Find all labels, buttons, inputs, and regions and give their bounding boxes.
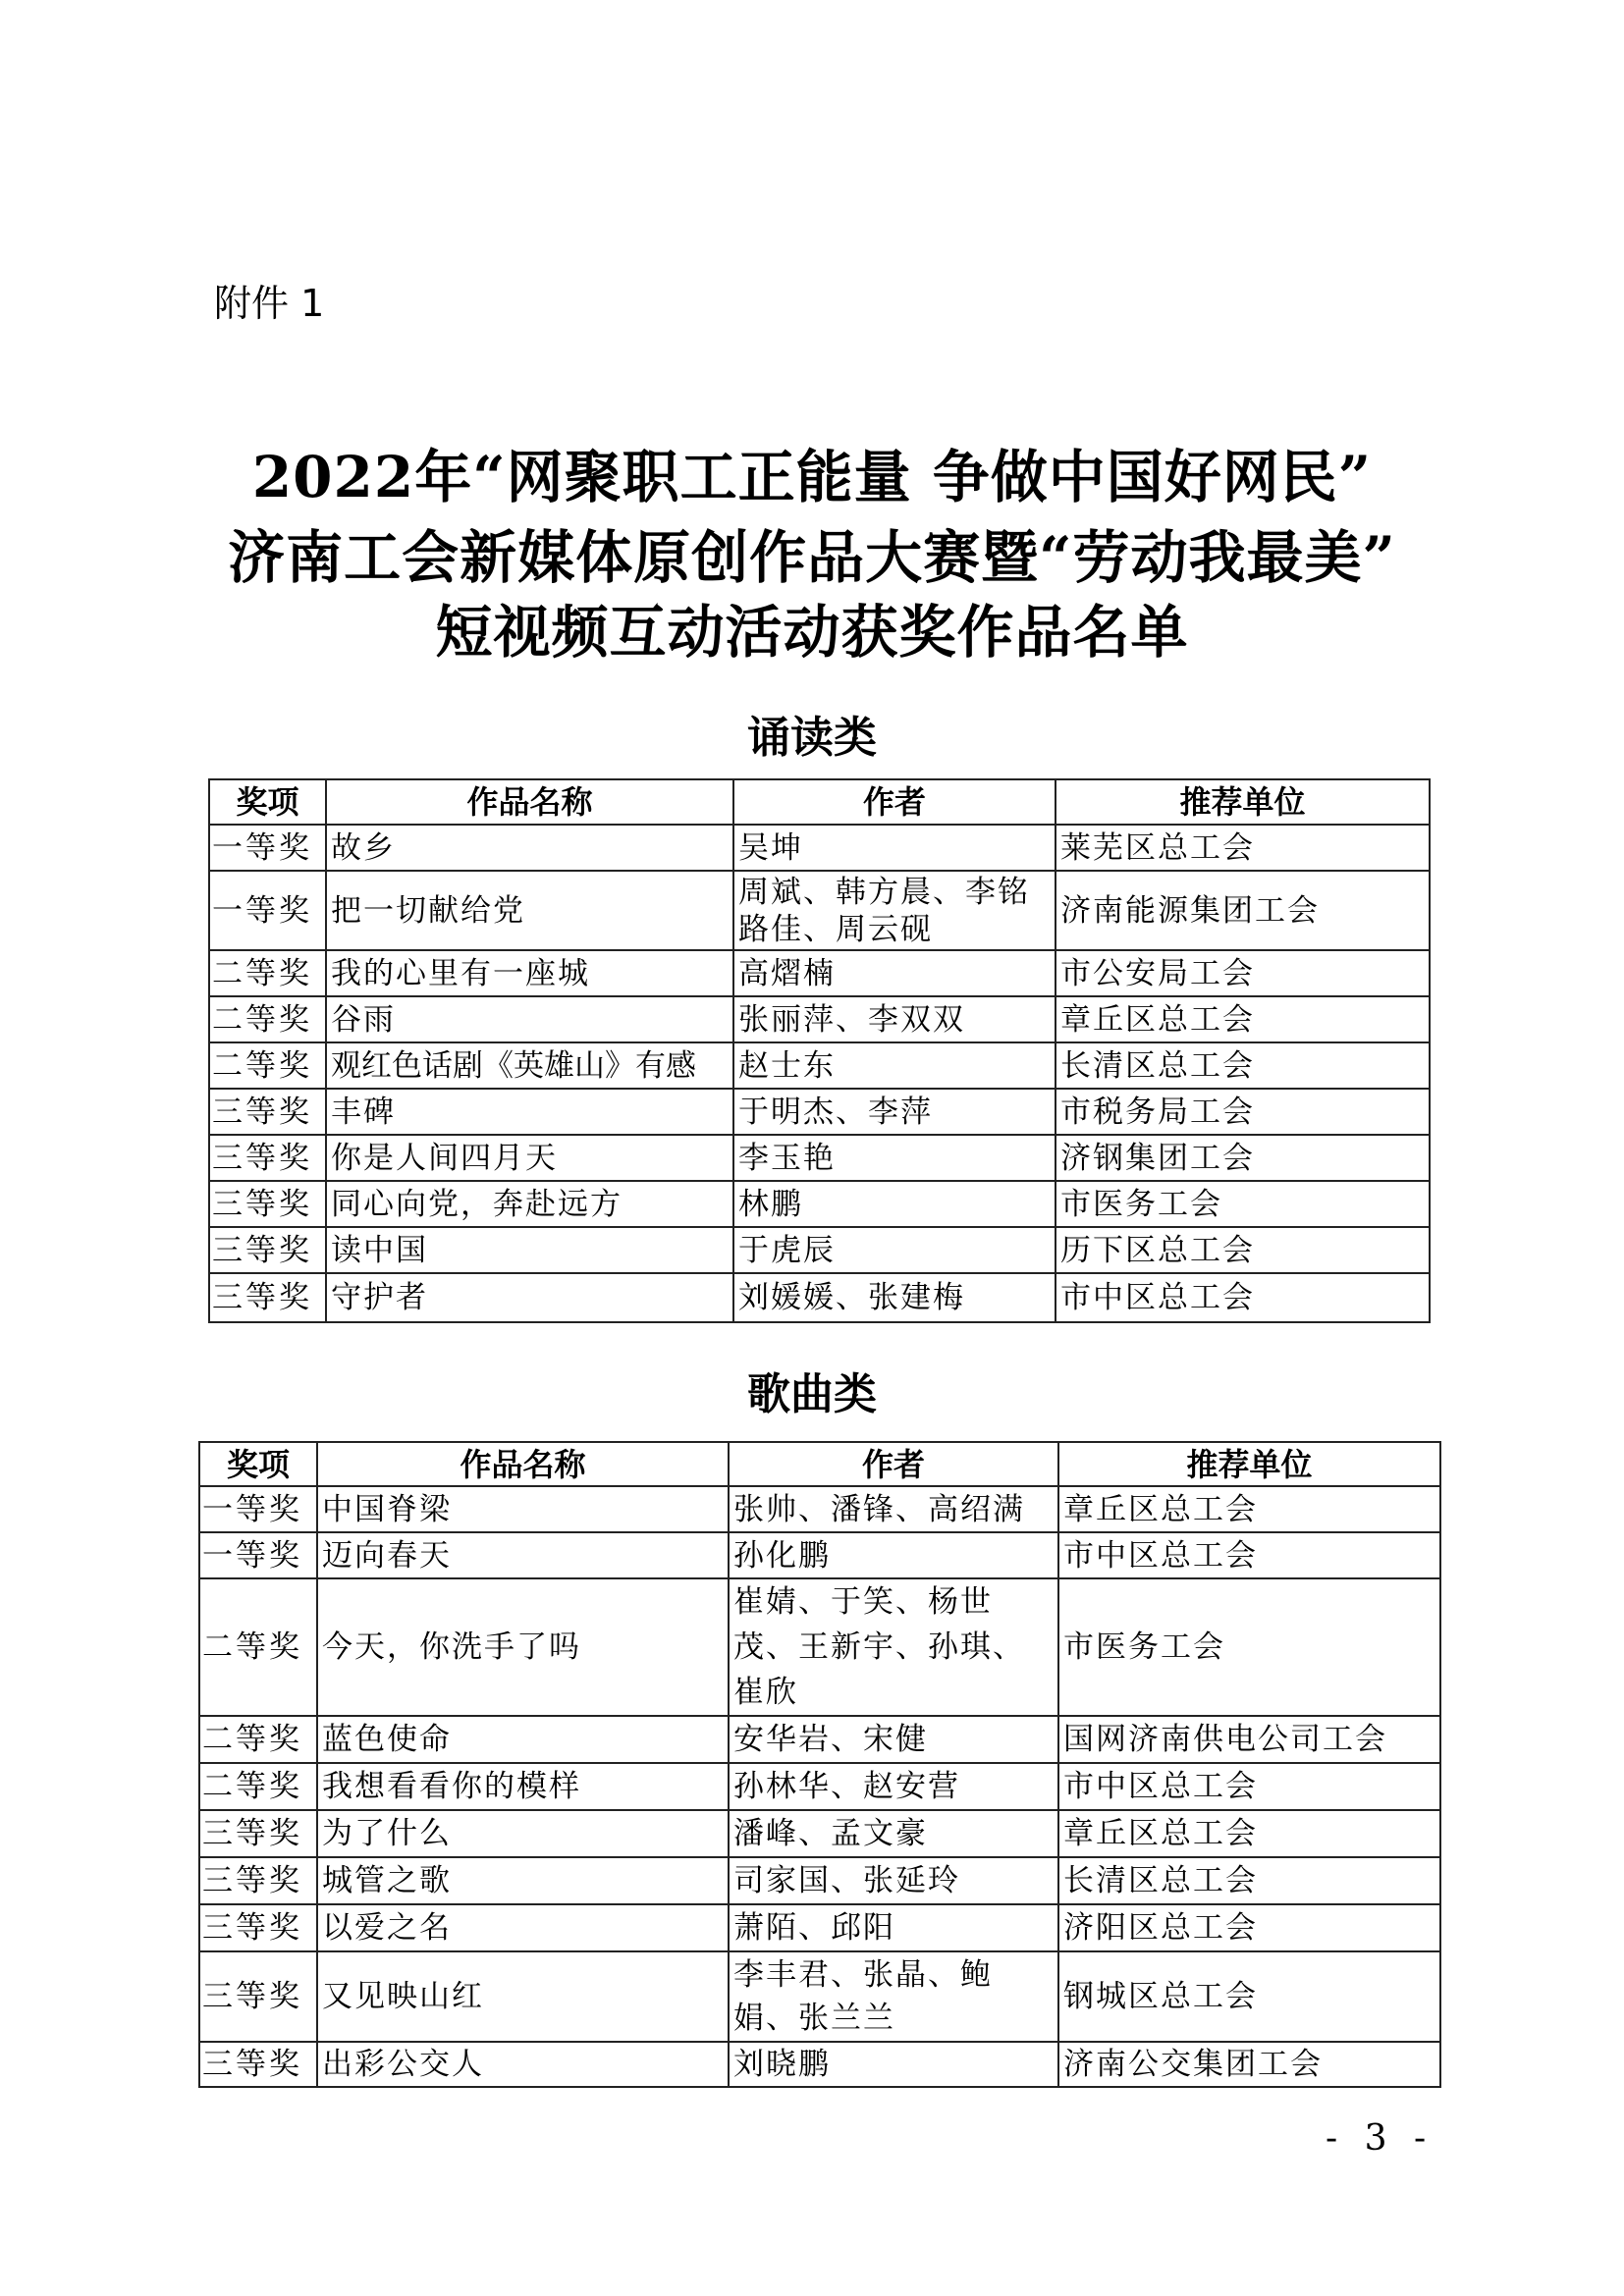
- work-cell: 读中国: [326, 1227, 733, 1273]
- unit-cell: 市医务工会: [1058, 1578, 1440, 1716]
- author-cell: 孙林华、赵安营: [729, 1763, 1058, 1810]
- unit-cell: 济钢集团工会: [1056, 1135, 1430, 1181]
- author-cell: 于明杰、李萍: [733, 1089, 1056, 1135]
- award-cell: 三等奖: [199, 2042, 317, 2087]
- award-cell: 一等奖: [209, 871, 326, 950]
- author-cell: 于虎辰: [733, 1227, 1056, 1273]
- unit-cell: 长清区总工会: [1056, 1042, 1430, 1089]
- unit-cell: 市税务局工会: [1056, 1089, 1430, 1135]
- table-row: [199, 1810, 1440, 1857]
- work-cell: 迈向春天: [317, 1532, 729, 1578]
- table-header-row: [209, 779, 1430, 825]
- table-row: [209, 1181, 1430, 1227]
- unit-cell: 历下区总工会: [1056, 1227, 1430, 1273]
- unit-cell: 国网济南供电公司工会: [1058, 1716, 1440, 1763]
- table-header-row: [199, 1442, 1440, 1486]
- column-header-unit: 推荐单位: [1058, 1442, 1440, 1486]
- unit-cell: 市公安局工会: [1056, 950, 1430, 996]
- work-cell: 观红色话剧《英雄山》有感: [326, 1042, 733, 1089]
- column-header-award: 奖项: [209, 779, 326, 825]
- work-cell: 故乡: [326, 825, 733, 871]
- unit-cell: 章丘区总工会: [1058, 1810, 1440, 1857]
- unit-cell: 济阳区总工会: [1058, 1904, 1440, 1951]
- author-cell: 萧陌、邱阳: [729, 1904, 1058, 1951]
- work-cell: 为了什么: [317, 1810, 729, 1857]
- section-heading-songs: 歌曲类: [747, 1369, 877, 1419]
- award-cell: 三等奖: [199, 1904, 317, 1951]
- work-cell: 守护者: [326, 1273, 733, 1322]
- title-line-1: 2022年“网聚职工正能量 争做中国好网民”: [251, 444, 1373, 510]
- award-cell: 三等奖: [209, 1227, 326, 1273]
- award-cell: 三等奖: [209, 1135, 326, 1181]
- table-row: [199, 1578, 1440, 1716]
- work-cell: 中国脊梁: [317, 1486, 729, 1532]
- table-row: [209, 1135, 1430, 1181]
- column-header-author: 作者: [729, 1442, 1058, 1486]
- table-row: [209, 825, 1430, 871]
- author-cell: 林鹏: [733, 1181, 1056, 1227]
- work-cell: 丰碑: [326, 1089, 733, 1135]
- unit-cell: 济南公交集团工会: [1058, 2042, 1440, 2087]
- work-cell: 今天，你洗手了吗: [317, 1578, 729, 1716]
- table-row: [199, 1904, 1440, 1951]
- table-row: [209, 1042, 1430, 1089]
- award-cell: 三等奖: [209, 1273, 326, 1322]
- work-cell: 我想看看你的模样: [317, 1763, 729, 1810]
- work-cell: 谷雨: [326, 996, 733, 1042]
- author-cell: 吴坤: [733, 825, 1056, 871]
- unit-cell: 市医务工会: [1056, 1181, 1430, 1227]
- award-cell: 二等奖: [199, 1716, 317, 1763]
- award-cell: 二等奖: [209, 996, 326, 1042]
- author-cell: 崔婧、于笑、杨世茂、王新宇、孙琪、崔欣: [729, 1578, 1058, 1716]
- table-row: [199, 1763, 1440, 1810]
- songs-table: [198, 1441, 1441, 2088]
- award-cell: 二等奖: [199, 1578, 317, 1716]
- unit-cell: 济南能源集团工会: [1056, 871, 1430, 950]
- table-row: [199, 1486, 1440, 1532]
- title-line-2: 济南工会新媒体原创作品大赛暨“劳动我最美”: [228, 524, 1396, 591]
- author-cell: 张帅、潘锋、高绍满: [729, 1486, 1058, 1532]
- table-row: [209, 996, 1430, 1042]
- author-cell: 刘晓鹏: [729, 2042, 1058, 2087]
- work-cell: 同心向党，奔赴远方: [326, 1181, 733, 1227]
- work-cell: 城管之歌: [317, 1857, 729, 1904]
- work-cell: 出彩公交人: [317, 2042, 729, 2087]
- table-row: [199, 1857, 1440, 1904]
- award-cell: 三等奖: [209, 1089, 326, 1135]
- author-cell: 安华岩、宋健: [729, 1716, 1058, 1763]
- unit-cell: 市中区总工会: [1058, 1763, 1440, 1810]
- award-cell: 二等奖: [199, 1763, 317, 1810]
- table-row: [209, 871, 1430, 950]
- table-row: [209, 1089, 1430, 1135]
- unit-cell: 市中区总工会: [1056, 1273, 1430, 1322]
- work-cell: 又见映山红: [317, 1951, 729, 2042]
- column-header-author: 作者: [733, 779, 1056, 825]
- author-cell: 李丰君、张晶、鲍娟、张兰兰: [729, 1951, 1058, 2042]
- author-cell: 潘峰、孟文豪: [729, 1810, 1058, 1857]
- work-cell: 蓝色使命: [317, 1716, 729, 1763]
- award-cell: 三等奖: [199, 1951, 317, 2042]
- award-cell: 二等奖: [209, 1042, 326, 1089]
- table-row: [209, 1273, 1430, 1322]
- author-cell: 高熠楠: [733, 950, 1056, 996]
- unit-cell: 章丘区总工会: [1058, 1486, 1440, 1532]
- award-cell: 一等奖: [199, 1532, 317, 1578]
- author-cell: 孙化鹏: [729, 1532, 1058, 1578]
- column-header-unit: 推荐单位: [1056, 779, 1430, 825]
- section-heading-recitation: 诵读类: [747, 713, 877, 763]
- title-line-3: 短视频互动活动获奖作品名单: [435, 599, 1189, 666]
- unit-cell: 莱芜区总工会: [1056, 825, 1430, 871]
- table-row: [199, 1532, 1440, 1578]
- table-row: [199, 1716, 1440, 1763]
- author-cell: 周斌、韩方晨、李铭路佳、周云砚: [733, 871, 1056, 950]
- page-number: - 3 -: [1326, 2118, 1435, 2159]
- unit-cell: 章丘区总工会: [1056, 996, 1430, 1042]
- award-cell: 二等奖: [209, 950, 326, 996]
- author-cell: 赵士东: [733, 1042, 1056, 1089]
- unit-cell: 长清区总工会: [1058, 1857, 1440, 1904]
- award-cell: 三等奖: [199, 1810, 317, 1857]
- award-cell: 三等奖: [199, 1857, 317, 1904]
- work-cell: 把一切献给党: [326, 871, 733, 950]
- attachment-label: 附件 1: [214, 282, 325, 325]
- column-header-work: 作品名称: [317, 1442, 729, 1486]
- column-header-work: 作品名称: [326, 779, 733, 825]
- author-cell: 司家国、张延玲: [729, 1857, 1058, 1904]
- award-cell: 一等奖: [199, 1486, 317, 1532]
- author-cell: 张丽萍、李双双: [733, 996, 1056, 1042]
- award-cell: 三等奖: [209, 1181, 326, 1227]
- unit-cell: 市中区总工会: [1058, 1532, 1440, 1578]
- author-cell: 刘媛媛、张建梅: [733, 1273, 1056, 1322]
- table-row: [209, 950, 1430, 996]
- column-header-award: 奖项: [199, 1442, 317, 1486]
- award-cell: 一等奖: [209, 825, 326, 871]
- table-row: [199, 2042, 1440, 2087]
- table-row: [209, 1227, 1430, 1273]
- work-cell: 你是人间四月天: [326, 1135, 733, 1181]
- recitation-table: [208, 778, 1431, 1323]
- table-row: [199, 1951, 1440, 2042]
- author-cell: 李玉艳: [733, 1135, 1056, 1181]
- unit-cell: 钢城区总工会: [1058, 1951, 1440, 2042]
- work-cell: 我的心里有一座城: [326, 950, 733, 996]
- work-cell: 以爱之名: [317, 1904, 729, 1951]
